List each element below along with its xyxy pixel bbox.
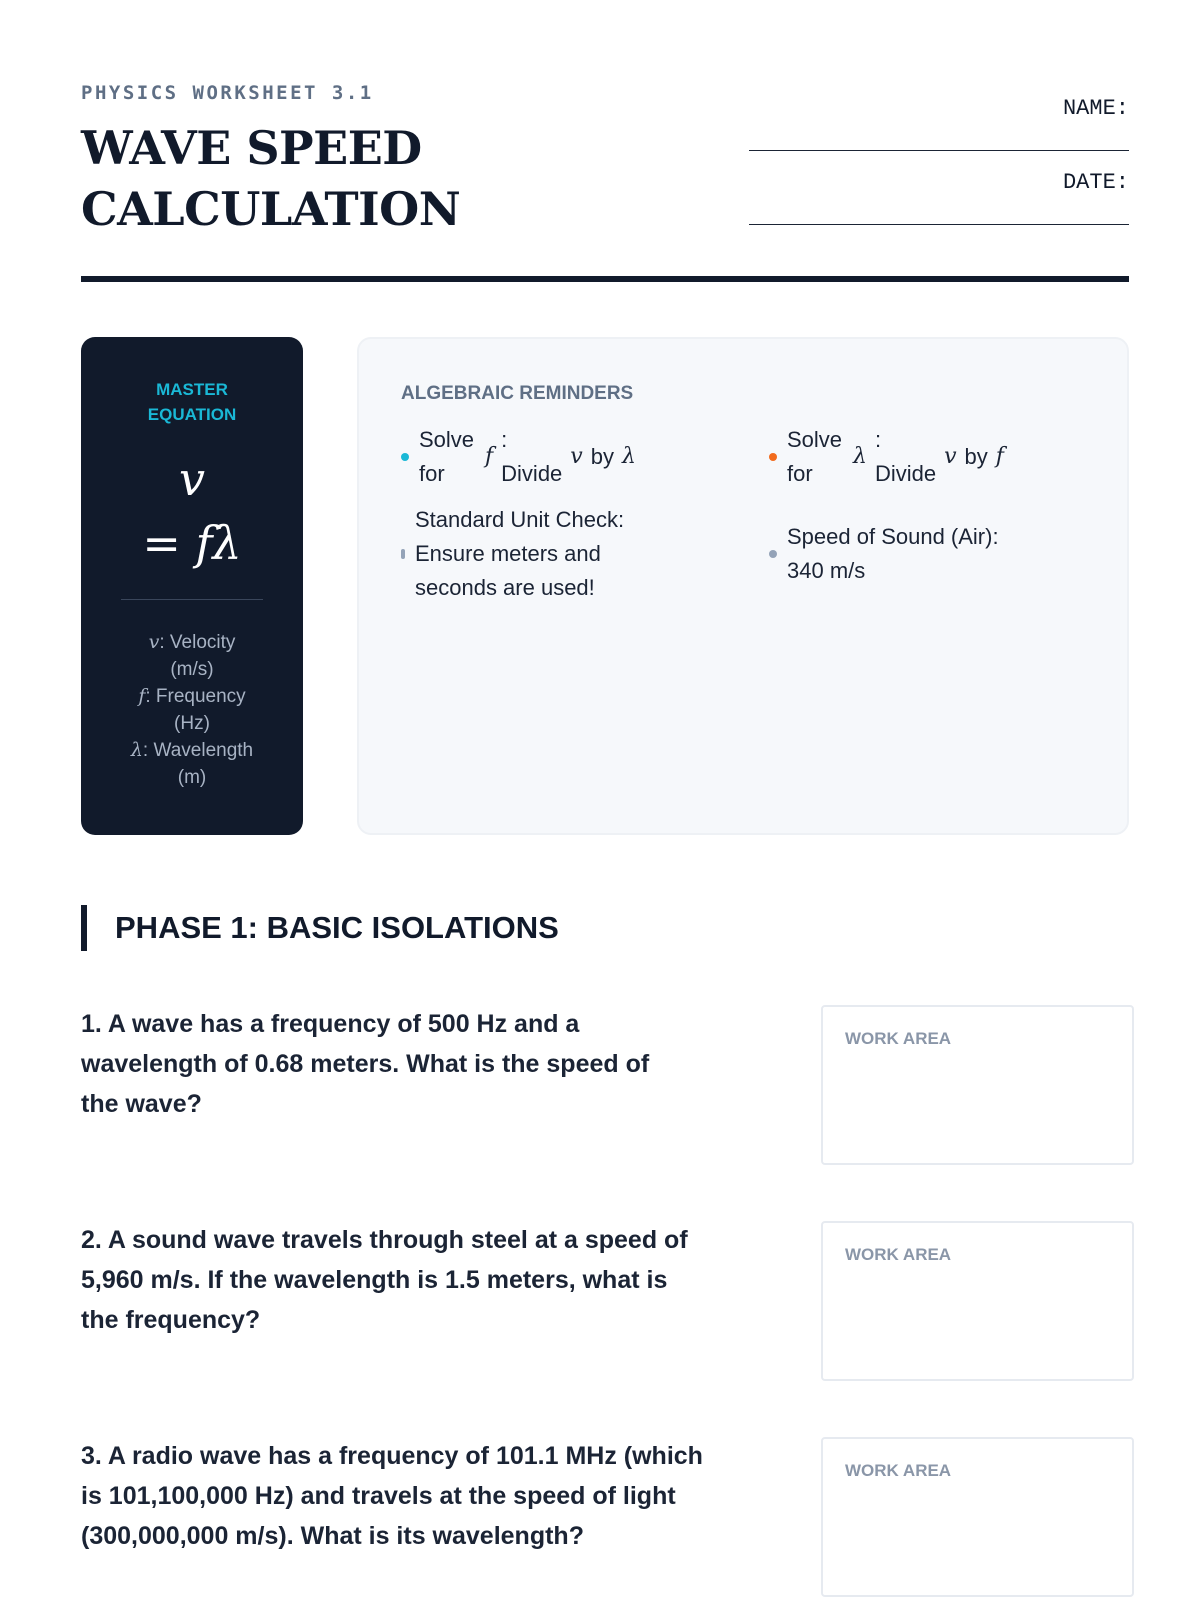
name-row <box>749 96 1129 170</box>
question-3-line-3: (300,000,000 m/s). What is its wavelength? <box>81 1522 584 1550</box>
bullet-dot-orange <box>769 453 777 461</box>
name-label: NAME: <box>1062 96 1129 121</box>
reminder-speed-of-sound <box>769 520 999 588</box>
work-area-1[interactable] <box>821 1005 1134 1165</box>
legend-velocity-unit: (m/s) <box>170 659 214 680</box>
page-title <box>81 118 460 240</box>
question-1-line-2: wavelength of 0.68 meters. What is the speed of <box>81 1050 650 1078</box>
bullet-dot-cyan <box>401 453 409 461</box>
solve-f-divide <box>501 423 562 491</box>
solve-lambda-numerator: v <box>944 444 957 469</box>
legend-velocity <box>81 629 303 656</box>
frequency-symbol: f <box>138 685 146 707</box>
section-heading-phase-1: PHASE 1: BASIC ISOLATIONS <box>81 905 559 951</box>
name-field[interactable] <box>749 150 1129 151</box>
worksheet-subtitle: PHYSICS WORKSHEET 3.1 <box>81 82 374 104</box>
for-word: for <box>787 461 813 486</box>
work-area-label: WORK AREA <box>845 1461 952 1480</box>
solve-lambda-symbol: λ <box>853 444 867 469</box>
unit-check-text <box>415 503 624 605</box>
legend-wavelength <box>81 737 303 764</box>
work-area-label: WORK AREA <box>845 1245 952 1264</box>
equals-sign: = <box>142 516 181 570</box>
solve-f-denominator: λ <box>621 444 636 469</box>
speed-of-sound-line-1: Speed of Sound (Air): <box>787 524 999 549</box>
divide-word: Divide <box>874 461 937 486</box>
speed-of-sound-text <box>787 520 999 588</box>
question-2-line-3: the frequency? <box>81 1306 261 1334</box>
colon: : <box>874 427 882 452</box>
question-1-line-3: the wave? <box>81 1090 202 1118</box>
solve-word: Solve <box>419 427 475 452</box>
question-3-line-1: 3. A radio wave has a frequency of 101.1 MHz (which <box>81 1442 703 1470</box>
solve-f-symbol: f <box>485 444 494 469</box>
question-3 <box>81 1436 771 1556</box>
work-area-3[interactable] <box>821 1437 1134 1597</box>
equation-rhs <box>81 511 303 575</box>
student-info <box>749 96 1129 244</box>
solve-word: Solve <box>787 427 843 452</box>
reminder-solve-f-content <box>419 423 644 491</box>
header-divider <box>81 276 1129 282</box>
question-1 <box>81 1004 771 1124</box>
question-2-line-2: 5,960 m/s. If the wavelength is 1.5 meters, what is <box>81 1266 668 1294</box>
date-label: DATE: <box>1062 170 1129 195</box>
for-word: for <box>419 461 445 486</box>
reminder-solve-f <box>401 423 644 491</box>
unit-check-line-1: Standard Unit Check: <box>415 507 625 532</box>
velocity-text: : Velocity <box>159 632 236 653</box>
legend-frequency-unit: (Hz) <box>174 713 210 734</box>
unit-check-line-2: Ensure meters and <box>415 541 601 566</box>
equation-label <box>81 377 303 427</box>
by-word: by <box>590 444 614 469</box>
legend-wavelength-unit: (m) <box>177 767 207 788</box>
solve-f-words <box>419 423 477 491</box>
equation-rhs-terms: fλ <box>195 516 242 570</box>
question-2 <box>81 1220 771 1340</box>
solve-lambda-words <box>787 423 845 491</box>
master-equation-card <box>81 337 303 835</box>
equation-formula <box>81 447 303 575</box>
unit-check-line-3: seconds are used! <box>415 575 595 600</box>
reminder-solve-lambda <box>769 423 1012 491</box>
variable-legend <box>81 629 303 791</box>
equation-divider <box>121 599 263 600</box>
frequency-text: : Frequency <box>145 686 246 707</box>
bullet-dot-gray <box>401 549 405 559</box>
title-line-2: CALCULATION <box>81 182 461 236</box>
question-3-line-2: is 101,100,000 Hz) and travels at the speed of light <box>81 1482 676 1510</box>
bullet-dot-gray <box>769 550 777 558</box>
divide-word: Divide <box>501 461 563 486</box>
legend-frequency <box>81 683 303 710</box>
question-2-line-1: 2. A sound wave travels through steel at a speed of <box>81 1226 688 1254</box>
velocity-symbol: v <box>148 631 160 653</box>
work-area-2[interactable] <box>821 1221 1134 1381</box>
wavelength-text: : Wavelength <box>142 740 254 761</box>
worksheet-header <box>81 78 1129 283</box>
date-row <box>749 170 1129 244</box>
reminder-solve-lambda-content <box>787 423 1012 491</box>
speed-of-sound-line-2: 340 m/s <box>787 558 866 583</box>
colon: : <box>501 427 508 452</box>
algebraic-reminders-card <box>357 337 1129 835</box>
work-area-label: WORK AREA <box>845 1029 952 1048</box>
solve-lambda-denominator: f <box>995 444 1004 469</box>
equation-label-line-2: EQUATION <box>147 405 237 424</box>
question-1-line-1: 1. A wave has a frequency of 500 Hz and a <box>81 1010 580 1038</box>
reminders-title: ALGEBRAIC REMINDERS <box>401 383 634 404</box>
wavelength-symbol: λ <box>130 739 143 761</box>
reminder-unit-check <box>401 503 624 605</box>
by-word: by <box>964 444 988 469</box>
solve-f-numerator: v <box>570 444 583 469</box>
solve-lambda-divide <box>875 423 936 491</box>
equation-label-line-1: MASTER <box>156 380 228 399</box>
date-field[interactable] <box>749 224 1129 225</box>
equation-lhs: v <box>179 452 205 506</box>
title-line-1: WAVE SPEED <box>81 121 422 175</box>
